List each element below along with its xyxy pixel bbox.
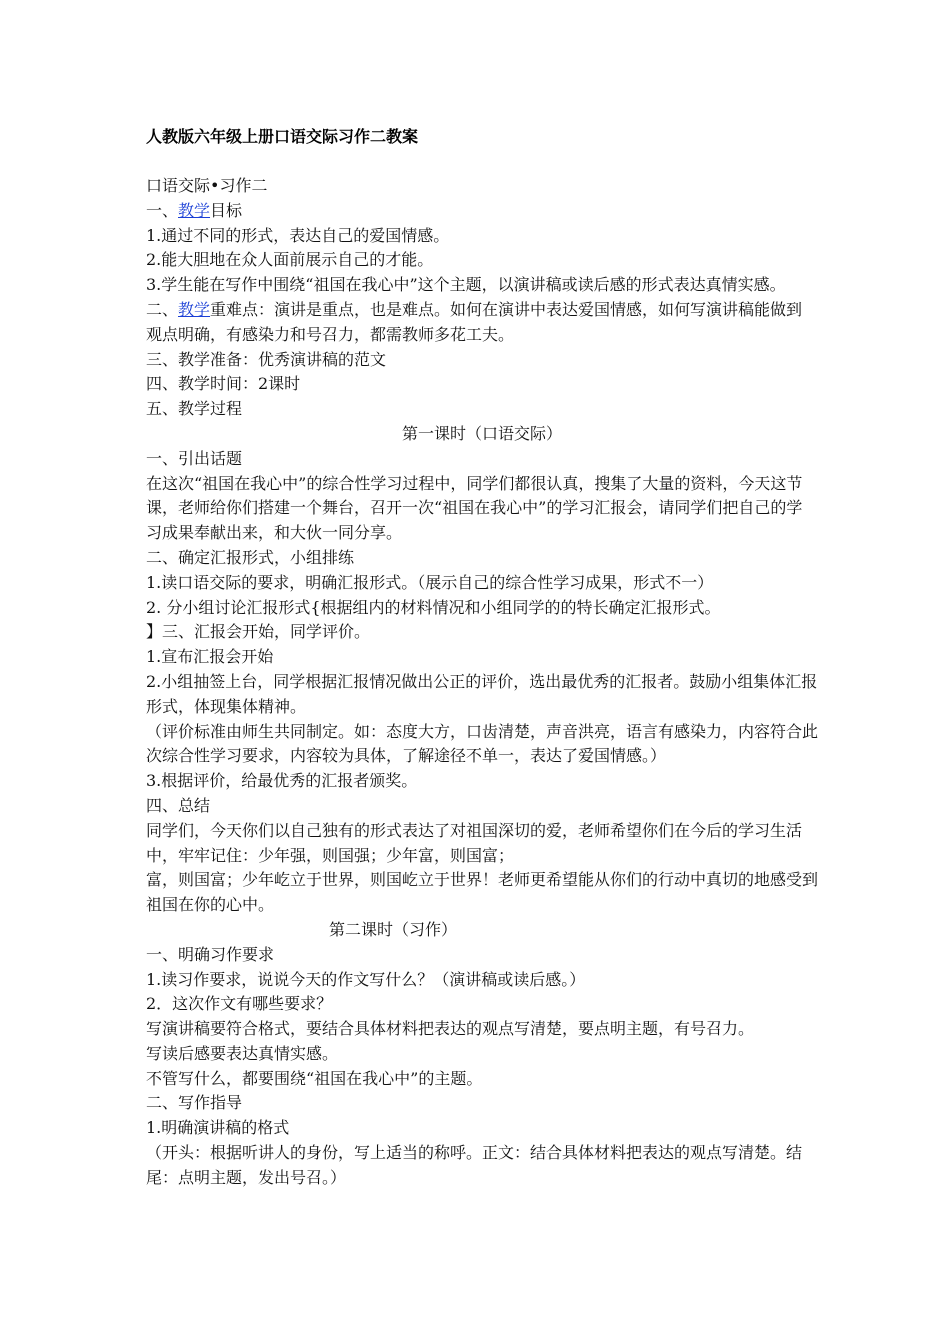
lesson-1-step-4: 四、总结 <box>146 795 211 815</box>
lesson-2-step-1-item-4: 写读后感要表达真情实感。 <box>146 1043 339 1063</box>
goal-item-3: 3.学生能在写作中围绕“祖国在我心中”这个主题，以演讲稿或读后感的形式表达真情实感。 <box>146 275 786 295</box>
section-preparation: 三、教学准备：优秀演讲稿的范文 <box>146 349 387 369</box>
document-body <box>146 174 818 1191</box>
lesson-1-step-3: 】三、汇报会开始，同学评价。 <box>146 622 371 642</box>
goal-item-1: 1.通过不同的形式，表达自己的爱国情感。 <box>146 225 450 245</box>
document-title: 人教版六年级上册口语交际习作二教案 <box>146 127 419 146</box>
lesson-1-step-3-note: （评价标准由师生共同制定。如：态度大方，口齿清楚，声音洪亮，语言有感染力，内容符合此次综合性学习要求，内容较为具体，了解途径不单一，表达了爱国情感。） <box>146 721 819 766</box>
lesson-2-title: 第二课时（习作） <box>329 919 458 939</box>
lesson-2-step-1-item-1: 1.读习作要求，说说今天的作文写什么？（演讲稿或读后感。） <box>146 969 586 989</box>
key-suffix: 重难点：演讲是重点，也是难点。如何在演讲中表达爱国情感，如何写演讲稿能做到观点明确，有感染力和号召力，都需教师多花工夫。 <box>146 299 803 344</box>
key-prefix: 二、 <box>146 299 179 319</box>
lesson-2-step-1-item-5: 不管写什么，都要围绕“祖国在我心中”的主题。 <box>146 1068 483 1088</box>
lesson-1-step-3-item-2: 2.小组抽签上台，同学根据汇报情况做出公正的评价，选出最优秀的汇报者。鼓励小组集体汇报形式，体现集体精神。 <box>146 671 818 716</box>
lesson-1-step-2-item-2: 2. 分小组讨论汇报形式{根据组内的材料情况和小组同学的的特长确定汇报形式。 <box>146 597 721 617</box>
goal-prefix: 一、 <box>146 200 179 220</box>
lesson-1-title: 第一课时（口语交际） <box>401 423 562 443</box>
lesson-2-step-2-item-2: （开头：根据听讲人的身份，写上适当的称呼。正文：结合具体材料把表达的观点写清楚。结尾：点明主题，发出号召。） <box>146 1143 803 1187</box>
lesson-1-summary-text-2: 富，则国富；少年屹立于世界，则国屹立于世界！老师更希望能从你们的行动中真切的地感受到祖国在你的心中。 <box>146 870 819 915</box>
lesson-2-step-1-item-2: 2．这次作文有哪些要求？ <box>146 994 333 1014</box>
section-time: 四、教学时间：2课时 <box>146 374 301 394</box>
goal-suffix: 目标 <box>210 200 243 220</box>
lesson-1-summary-text: 同学们，今天你们以自己独有的形式表达了对祖国深切的爱，老师希望你们在今后的学习生活中，牢牢记住：少年强，则国强；少年富，则国富； <box>146 820 803 865</box>
lesson-1-step-1: 一、引出话题 <box>146 448 243 468</box>
lesson-2-step-1-item-3: 写演讲稿要符合格式，要结合具体材料把表达的观点写清楚，要点明主题，有号召力。 <box>146 1019 755 1039</box>
lesson-1-step-3-item-3: 3.根据评价，给最优秀的汇报者颁奖。 <box>146 771 418 791</box>
lesson-1-step-2: 二、确定汇报形式，小组排练 <box>146 547 355 567</box>
teaching-link[interactable]: 教学 <box>178 200 211 220</box>
lesson-2-step-2: 二、写作指导 <box>146 1093 243 1113</box>
section-process: 五、教学过程 <box>146 399 243 419</box>
lesson-1-step-1-text: 在这次“祖国在我心中”的综合性学习过程中，同学们都很认真，搜集了大量的资料，今天这节课，老师给你们搭建一个舞台，召开一次“祖国在我心中”的学习汇报会，请同学们把自己的学习成果奉献出来，和大伙一同分享。 <box>146 473 803 543</box>
subtitle: 口语交际•习作二 <box>146 176 268 195</box>
lesson-2-step-2-item-1: 1.明确演讲稿的格式 <box>146 1118 290 1138</box>
teaching-link[interactable]: 教学 <box>178 299 211 319</box>
lesson-2-step-1: 一、明确习作要求 <box>146 944 275 964</box>
lesson-1-step-3-item-1: 1.宣布汇报会开始 <box>146 647 274 667</box>
document-page <box>146 124 818 1191</box>
lesson-1-step-2-item-1: 1.读口语交际的要求，明确汇报形式。（展示自己的综合性学习成果，形式不一） <box>146 572 714 592</box>
goal-item-2: 2.能大胆地在众人面前展示自己的才能。 <box>146 250 434 270</box>
section-goals <box>146 199 818 224</box>
section-key-points <box>146 298 818 348</box>
